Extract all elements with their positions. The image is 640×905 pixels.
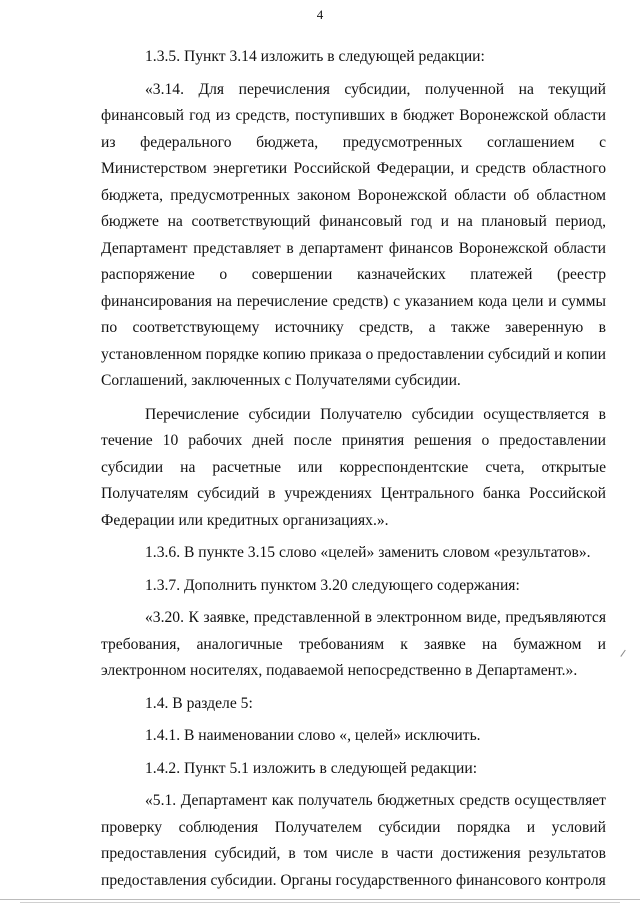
paragraph-1-4: 1.4. В разделе 5:: [145, 694, 253, 712]
document-body: [101, 44, 606, 894]
paragraph-1-3-5: 1.3.5. Пункт 3.14 изложить в следующей редакции:: [145, 48, 485, 65]
page-number: 4: [316, 7, 324, 22]
scan-edge-line: [0, 899, 640, 900]
paragraph-1-4-2: 1.4.2. Пункт 5.1 изложить в следующей редакции:: [145, 759, 478, 777]
paragraph-3-14: «3.14. Для перечисления субсидии, полученной на текущий финансовый год из средств, поступивших в бюджет Воронежской области из федерального бюджета, предусмотренных соглашением с Министерством энергетики Российской Федерации, и средств областного бюджета, предусмотренных законом Воронежской области об областном бюджете на соответствующий финансовый год и на плановый период, Департамент представляет в департамент финансов Воронежской области распоряжение о совершении казначейских платежей (реестр финансирования на перечисление средств) с указанием кода цели и суммы по соответствующему источнику средств, а также заверенную в установленном порядке копию приказа о предоставлении субсидий и копии Соглашений, заключенных с Получателями субсидии.: [101, 80, 606, 389]
paragraph-1-3-7: 1.3.7. Дополнить пунктом 3.20 следующего содержания:: [145, 576, 520, 594]
paragraph-transfer: Перечисление субсидии Получателю субсидии осуществляется в течение 10 рабочих дней после принятия решения о предоставлении субсидии на расчетные или корреспондентские счета, открытые Получателям субсидий в учреждениях Центрального банка Российской Федерации или кредитных организациях.».: [101, 405, 606, 529]
paragraph-1-3-6: 1.3.6. В пункте 3.15 слово «целей» заменить словом «результатов».: [145, 544, 591, 561]
scan-mark: [620, 650, 630, 661]
paragraph-1-4-1: 1.4.1. В наименовании слово «, целей» исключить.: [145, 727, 481, 744]
scan-edge-line-secondary: [20, 902, 620, 903]
paragraph-5-1: «5.1. Департамент как получатель бюджетных средств осуществляет проверку соблюдения Получателем субсидии порядка и условий предоставления субсидий, в том числе в части достижения результатов предоставления субсидии. Органы государственного финансового контроля: [101, 792, 606, 889]
paragraph-3-20: «3.20. К заявке, представленной в электронном виде, предъявляются требования, аналогичные требованиям к заявке на бумажном и электронном носителях, подаваемой непосредственно в Департамент.».: [101, 609, 606, 679]
